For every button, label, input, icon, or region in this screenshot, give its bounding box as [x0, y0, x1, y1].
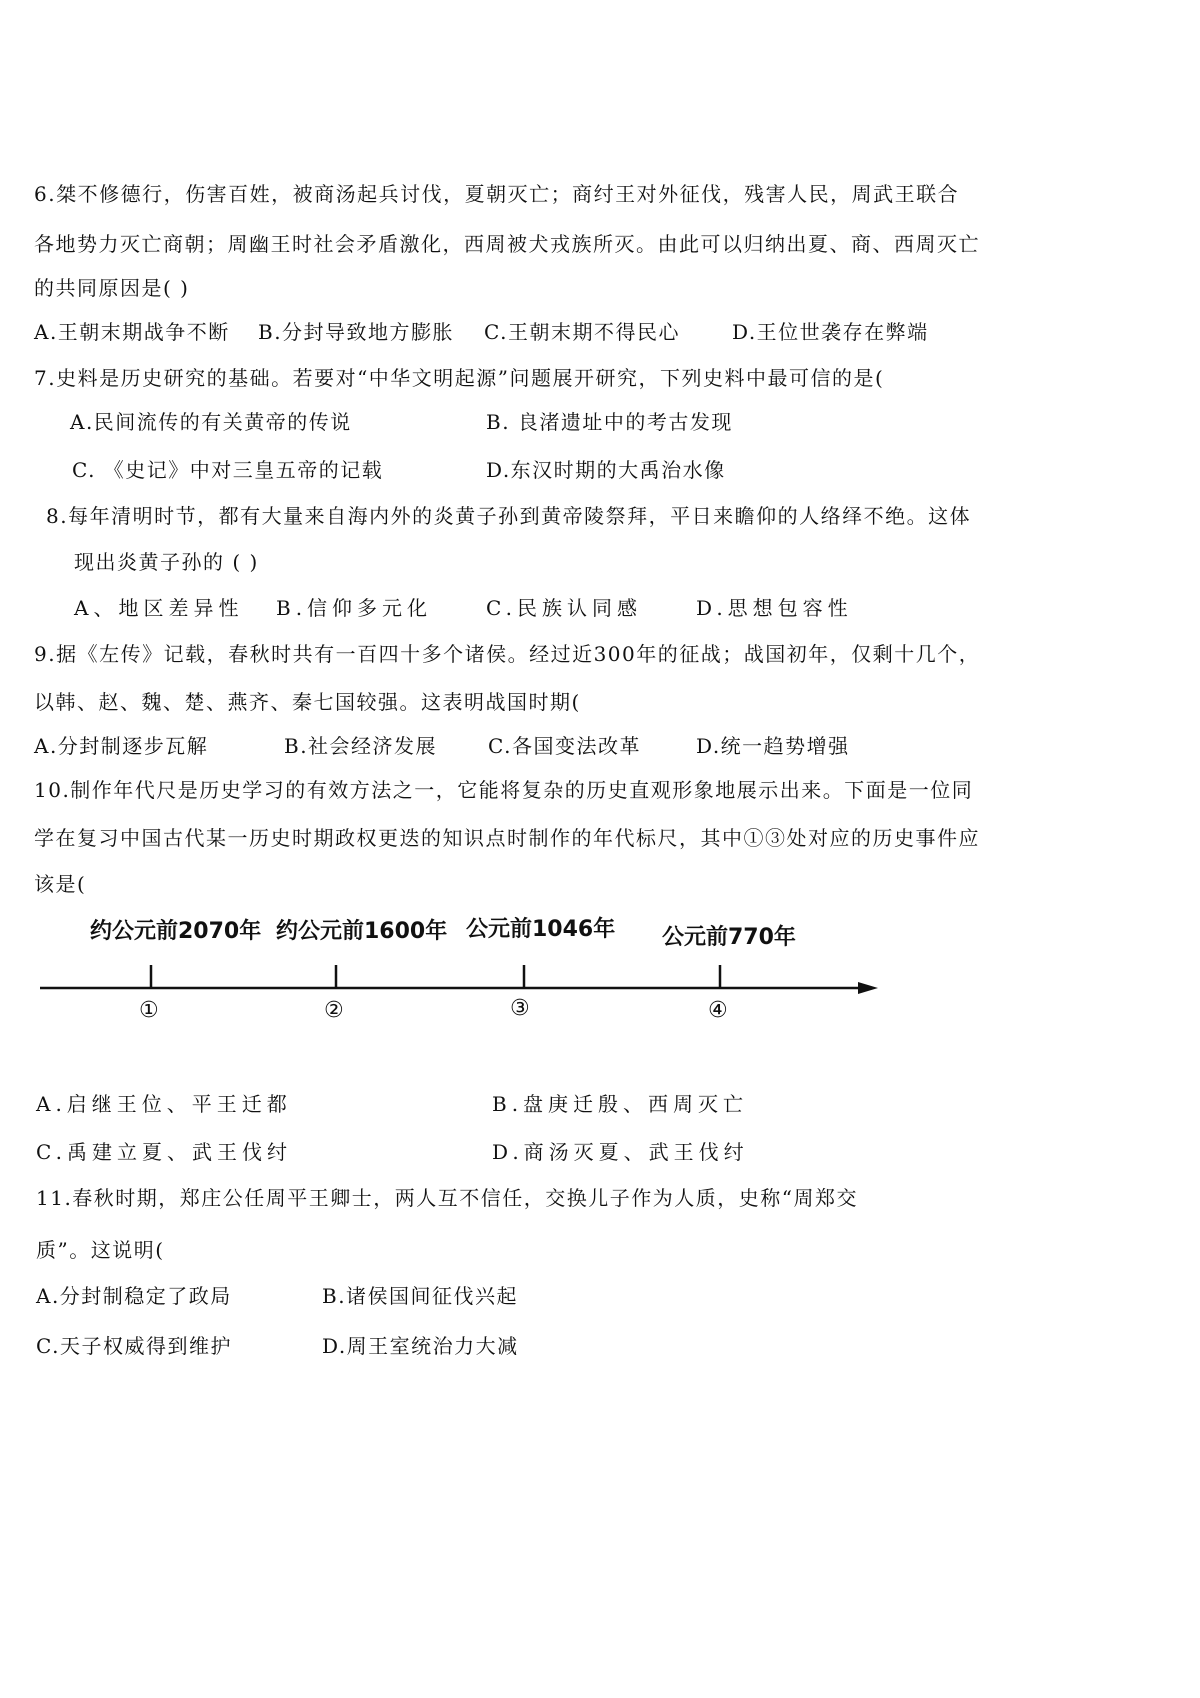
q9-option-a: A.分封制逐步瓦解 [34, 734, 209, 758]
q11-option-c: C.天子权威得到维护 [36, 1334, 232, 1358]
q10-option-a: A.启继王位、平王迁都 [36, 1092, 292, 1116]
q8-stem-line1: 8.每年清明时节，都有大量来自海内外的炎黄子孙到黄帝陵祭拜，平日来瞻仰的人络绎不绝。这体 [46, 504, 972, 528]
q10-option-c: C.禹建立夏、武王伐纣 [36, 1140, 292, 1164]
q6-option-c: C.王朝末期不得民心 [484, 320, 680, 344]
q9-stem-line1: 9.据《左传》记载，春秋时共有一百四十多个诸侯。经过近300年的征战；战国初年，仅剩十几个， [34, 642, 981, 666]
q6-option-b: B.分封导致地方膨胀 [258, 320, 455, 344]
q6-stem-line2: 各地势力灭亡商朝；周幽王时社会矛盾激化，西周被犬戎族所灭。由此可以归纳出夏、商、西周灭亡 [34, 232, 980, 256]
q10-option-d: D.商汤灭夏、武王伐纣 [492, 1140, 749, 1164]
timeline-marker-2: ② [324, 998, 344, 1023]
q6-option-a: A.王朝末期战争不断 [34, 320, 230, 344]
q9-stem-line2: 以韩、赵、魏、楚、燕齐、秦七国较强。这表明战国时期( [34, 690, 581, 714]
timeline-label-3: 公元前1046年 [466, 917, 616, 942]
q11-stem-line1: 11.春秋时期，郑庄公任周平王卿士，两人互不信任，交换儿子作为人质，史称“周郑交 [36, 1186, 859, 1210]
q8-option-b: B.信仰多元化 [276, 596, 433, 620]
q8-option-d: D.思想包容性 [696, 596, 853, 620]
q7-option-c: C. 《史记》中对三皇五帝的记载 [72, 458, 384, 482]
q6-stem-line3: 的共同原因是( ) [34, 276, 190, 300]
q9-option-b: B.社会经济发展 [284, 734, 438, 758]
timeline-marker-3: ③ [510, 996, 530, 1021]
q7-stem-line1: 7.史料是历史研究的基础。若要对“中华文明起源”问题展开研究，下列史料中最可信的是( [34, 366, 885, 390]
timeline-label-1: 约公元前2070年 [90, 919, 262, 944]
q8-option-c: C.民族认同感 [486, 596, 642, 620]
timeline-arrowhead [858, 982, 878, 994]
timeline-marker-4: ④ [708, 998, 728, 1023]
q6-option-d: D.王位世袭存在弊端 [732, 320, 929, 344]
timeline-marker-1: ① [139, 998, 159, 1023]
timeline-label-4: 公元前770年 [662, 925, 796, 950]
timeline-label-2: 约公元前1600年 [276, 919, 448, 944]
q11-option-a: A.分封制稳定了政局 [36, 1284, 232, 1308]
q11-stem-line2: 质”。这说明( [36, 1238, 165, 1262]
q11-option-d: D.周王室统治力大减 [322, 1334, 519, 1358]
q10-stem-line2: 学在复习中国古代某一历史时期政权更迭的知识点时制作的年代标尺，其中①③处对应的历史事件应 [34, 826, 980, 850]
q8-option-a: A、地区差异性 [74, 596, 244, 620]
q8-stem-line2: 现出炎黄子孙的 ( ) [74, 550, 259, 574]
q9-option-c: C.各国变法改革 [488, 734, 641, 758]
q10-stem-line3: 该是( [34, 872, 87, 896]
q7-option-b: B. 良渚遗址中的考古发现 [486, 410, 733, 434]
q7-option-d: D.东汉时期的大禹治水像 [486, 458, 726, 482]
q10-option-b: B.盘庚迁殷、西周灭亡 [492, 1092, 749, 1116]
q7-option-a: A.民间流传的有关黄帝的传说 [70, 410, 352, 434]
q6-stem-line1: 6.桀不修德行，伤害百姓，被商汤起兵讨伐，夏朝灭亡；商纣王对外征伐，残害人民，周武王联合 [34, 182, 960, 206]
q9-option-d: D.统一趋势增强 [696, 734, 850, 758]
q10-stem-line1: 10.制作年代尺是历史学习的有效方法之一，它能将复杂的历史直观形象地展示出来。下面是一位同 [34, 778, 974, 802]
q11-option-b: B.诸侯国间征伐兴起 [322, 1284, 519, 1308]
